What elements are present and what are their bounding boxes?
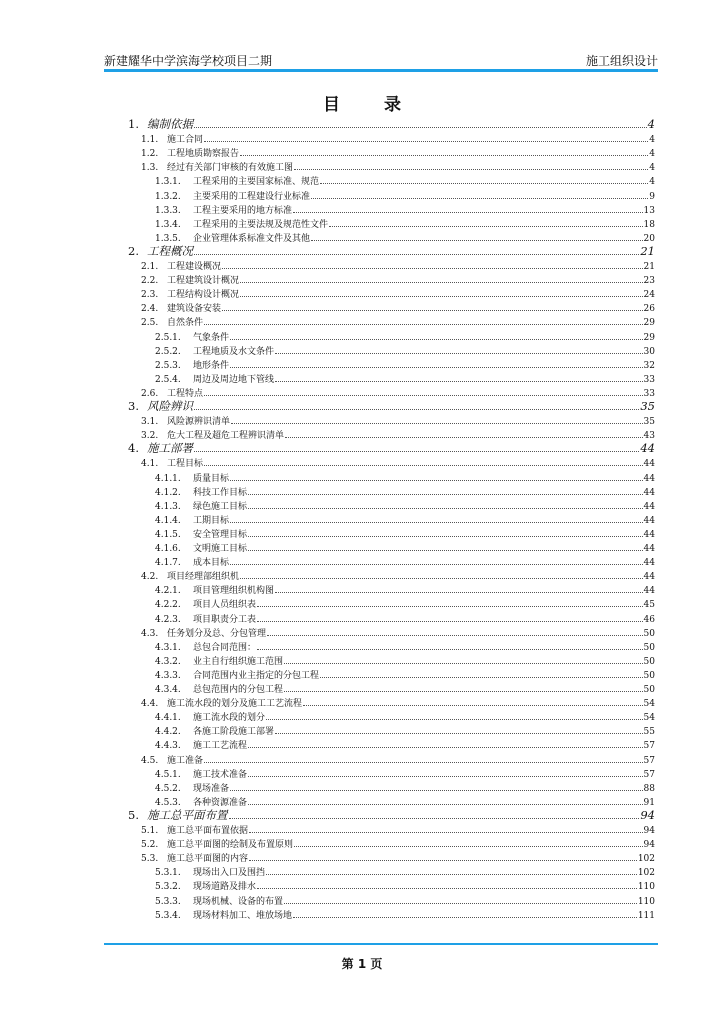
toc-entry-title: 合同范围内业主指定的分包工程 bbox=[193, 670, 320, 681]
dot-leader bbox=[240, 287, 643, 297]
page-header bbox=[104, 52, 658, 68]
toc-entry[interactable] bbox=[141, 626, 655, 641]
toc-entry-number: 4.2.3. bbox=[155, 614, 181, 625]
toc-entry-title: 施工流水段的划分 bbox=[193, 713, 266, 724]
toc-entry-page: 54 bbox=[643, 713, 655, 724]
toc-entry[interactable] bbox=[155, 894, 655, 909]
toc-entry-title: 工程建设概况 bbox=[167, 262, 222, 272]
toc-entry-title: 总包范围内的分包工程 bbox=[193, 685, 284, 695]
toc-entry-number: 4. bbox=[128, 441, 139, 456]
toc-entry-title: 工程结构设计概况 bbox=[167, 290, 240, 301]
dot-leader bbox=[275, 344, 643, 354]
toc-entry-number: 4.4.1. bbox=[155, 713, 181, 724]
toc-entry-page: 102 bbox=[637, 868, 655, 879]
toc-entry-page: 44 bbox=[643, 572, 655, 583]
toc-entry-title: 风险辨识 bbox=[147, 399, 193, 413]
toc-entry[interactable] bbox=[128, 442, 655, 455]
dot-leader bbox=[294, 837, 643, 847]
dot-leader bbox=[230, 471, 643, 481]
toc-entry[interactable] bbox=[141, 259, 655, 274]
toc-entry[interactable] bbox=[155, 738, 655, 753]
toc-entry-page: 50 bbox=[643, 670, 655, 681]
toc-entry-page: 18 bbox=[643, 219, 655, 230]
dot-leader bbox=[257, 597, 643, 607]
toc-entry-page: 29 bbox=[643, 318, 655, 329]
toc-entry-title: 工期目标 bbox=[193, 515, 230, 526]
toc-entry-number: 1.1. bbox=[141, 135, 159, 146]
toc-entry-title: 任务划分及总、分包管理 bbox=[167, 628, 267, 639]
toc-entry-title: 企业管理体系标准文件及其他 bbox=[193, 233, 311, 244]
toc-entry[interactable] bbox=[141, 386, 655, 401]
toc-entry-number: 4.3.4. bbox=[155, 685, 181, 695]
toc-entry-page: 24 bbox=[643, 290, 655, 301]
toc-entry-page: 26 bbox=[643, 304, 655, 315]
dot-leader bbox=[248, 485, 643, 495]
toc-entry-number: 5.2. bbox=[141, 840, 159, 851]
toc-entry-title: 安全管理目标 bbox=[193, 529, 248, 540]
toc-entry-title: 项目经理部组织机 bbox=[167, 572, 240, 583]
dot-leader bbox=[311, 231, 643, 241]
dot-leader bbox=[267, 626, 643, 636]
toc-entry-number: 3. bbox=[128, 399, 139, 413]
toc-entry-page: 54 bbox=[643, 699, 655, 710]
toc-entry-title: 项目职责分工表 bbox=[193, 614, 257, 625]
toc-entry-title: 施工总平面图的绘制及布置原则 bbox=[167, 840, 294, 851]
dot-leader bbox=[204, 132, 648, 142]
toc-entry[interactable] bbox=[155, 513, 655, 528]
toc-entry[interactable] bbox=[155, 189, 655, 204]
toc-entry-title: 施工准备 bbox=[167, 755, 204, 766]
toc-entry-title: 成本目标 bbox=[193, 558, 230, 569]
dot-leader bbox=[230, 330, 643, 340]
toc-entry[interactable] bbox=[141, 414, 655, 429]
dot-leader bbox=[275, 583, 643, 593]
dot-leader bbox=[248, 767, 643, 777]
toc-entry-number: 2.5.4. bbox=[155, 374, 181, 385]
toc-entry-page: 94 bbox=[640, 807, 655, 822]
toc-entry-number: 3.1. bbox=[141, 417, 159, 428]
dot-leader bbox=[285, 428, 643, 438]
toc-entry-title: 工程地质勘察报告 bbox=[167, 149, 240, 160]
toc-entry-page: 44 bbox=[643, 487, 655, 498]
toc-entry-title: 施工合同 bbox=[167, 135, 204, 146]
toc-entry[interactable] bbox=[128, 400, 655, 413]
toc-entry-title: 项目人员组织表 bbox=[193, 600, 257, 611]
toc-entry-page: 4 bbox=[649, 149, 655, 160]
toc-entry[interactable] bbox=[155, 583, 655, 598]
toc-entry[interactable] bbox=[155, 654, 655, 669]
toc-entry-number: 1.2. bbox=[141, 149, 159, 160]
dot-leader bbox=[320, 668, 643, 678]
toc-entry-title: 施工工艺流程 bbox=[193, 741, 248, 752]
toc-entry[interactable] bbox=[155, 640, 655, 655]
toc-entry-number: 4.1.3. bbox=[155, 501, 181, 512]
toc-entry-page: 44 bbox=[643, 459, 655, 470]
toc-entry-page: 44 bbox=[643, 558, 655, 569]
dot-leader bbox=[230, 358, 643, 368]
dot-leader bbox=[240, 273, 643, 283]
toc-entry[interactable] bbox=[141, 132, 655, 147]
toc-entry-page: 43 bbox=[643, 431, 655, 442]
dot-leader bbox=[311, 189, 648, 199]
toc-entry-title: 工程建筑设计概况 bbox=[167, 276, 240, 287]
toc-entry-title: 施工技术准备 bbox=[193, 769, 248, 780]
toc-entry-number: 4.5.2. bbox=[155, 783, 181, 794]
toc-entry[interactable] bbox=[141, 301, 655, 316]
toc-entry-number: 4.1.1. bbox=[155, 473, 181, 484]
toc-entry[interactable] bbox=[128, 245, 655, 258]
dot-leader bbox=[229, 809, 640, 819]
toc-entry-page: 13 bbox=[643, 205, 655, 216]
toc-entry-number: 4.1.7. bbox=[155, 558, 181, 569]
toc-entry-page: 55 bbox=[643, 727, 655, 738]
toc-entry[interactable] bbox=[141, 287, 655, 302]
toc-entry-title: 工程特点 bbox=[167, 388, 204, 399]
toc-entry-title: 施工总平面布置依据 bbox=[167, 826, 249, 836]
toc-entry[interactable] bbox=[155, 203, 655, 218]
toc-entry-number: 4.4.2. bbox=[155, 727, 181, 738]
header-document-title: 施工组织设计 bbox=[585, 54, 658, 68]
dot-leader bbox=[222, 259, 643, 269]
footer-divider bbox=[104, 943, 658, 945]
toc-entry-number: 4.5.3. bbox=[155, 797, 181, 808]
toc-entry-title: 工程采用的主要国家标准、规范 bbox=[193, 177, 320, 188]
toc-entry-page: 44 bbox=[643, 501, 655, 512]
toc-entry-page: 57 bbox=[643, 769, 655, 780]
toc-entry-title: 周边及周边地下管线 bbox=[193, 374, 275, 385]
dot-leader bbox=[266, 865, 637, 875]
toc-entry-number: 2.5. bbox=[141, 318, 159, 329]
toc-entry-number: 1.3.5. bbox=[155, 233, 181, 244]
toc-entry-number: 4.2.1. bbox=[155, 586, 181, 597]
toc-title-char-1: 目 bbox=[323, 95, 340, 115]
toc-entry[interactable] bbox=[155, 372, 655, 387]
toc-entry[interactable] bbox=[141, 823, 655, 838]
page-number: 第 1 页 bbox=[341, 957, 383, 971]
toc-entry-number: 1.3.3. bbox=[155, 205, 181, 216]
toc-entry[interactable] bbox=[155, 668, 655, 683]
toc-entry[interactable] bbox=[155, 217, 655, 232]
toc-entry[interactable] bbox=[155, 795, 655, 810]
dot-leader bbox=[248, 738, 643, 748]
toc-entry-page: 21 bbox=[640, 243, 655, 258]
toc-entry-page: 50 bbox=[643, 685, 655, 695]
toc-entry-page: 20 bbox=[643, 233, 655, 244]
toc-entry-page: 35 bbox=[640, 399, 655, 413]
toc-entry-page: 44 bbox=[643, 586, 655, 597]
toc-entry[interactable] bbox=[155, 724, 655, 739]
toc-entry[interactable] bbox=[155, 471, 655, 486]
toc-entry-number: 4.1. bbox=[141, 459, 159, 470]
dot-leader bbox=[275, 372, 643, 382]
toc-entry[interactable] bbox=[155, 597, 655, 612]
toc-entry-title: 总包合同范围： bbox=[193, 642, 257, 653]
dot-leader bbox=[248, 795, 643, 805]
toc-entry-title: 施工部署 bbox=[147, 441, 193, 456]
toc-entry-title: 现场出入口及围挡 bbox=[193, 868, 266, 879]
toc-entry[interactable] bbox=[155, 879, 655, 894]
toc-entry-number: 4.1.2. bbox=[155, 487, 181, 498]
toc-entry[interactable] bbox=[155, 174, 655, 189]
toc-entry-number: 2.3. bbox=[141, 290, 159, 301]
toc-entry-title: 主要采用的工程建设行业标准 bbox=[193, 191, 311, 202]
dot-leader bbox=[294, 160, 648, 170]
toc-entry-number: 4.2.2. bbox=[155, 600, 181, 611]
toc-entry-page: 32 bbox=[643, 360, 655, 371]
toc-entry-title: 工程采用的主要法规及规范性文件 bbox=[193, 219, 329, 230]
dot-leader bbox=[230, 555, 643, 565]
toc-entry[interactable] bbox=[155, 541, 655, 556]
toc-title bbox=[0, 90, 724, 115]
dot-leader bbox=[320, 174, 648, 184]
toc-entry-title: 绿色施工目标 bbox=[193, 501, 248, 512]
toc-entry-title: 自然条件 bbox=[167, 318, 204, 329]
dot-leader bbox=[204, 386, 643, 396]
toc-entry-number: 4.1.6. bbox=[155, 544, 181, 554]
toc-entry-page: 50 bbox=[643, 642, 655, 653]
dot-leader bbox=[257, 640, 643, 650]
dot-leader bbox=[204, 315, 643, 325]
toc-entry-page: 110 bbox=[637, 882, 655, 893]
toc-entry-page: 46 bbox=[643, 614, 655, 625]
toc-entry-page: 4 bbox=[649, 163, 655, 174]
toc-title-char-2: 录 bbox=[384, 95, 401, 115]
dot-leader bbox=[230, 513, 643, 523]
toc-entry-title: 业主自行组织施工范围 bbox=[193, 656, 284, 667]
toc-entry-page: 111 bbox=[637, 910, 655, 921]
toc-entry-page: 9 bbox=[649, 191, 655, 202]
toc-entry-page: 21 bbox=[643, 262, 655, 272]
toc-entry-number: 2.5.3. bbox=[155, 360, 181, 371]
toc-entry-title: 工程目标 bbox=[167, 459, 204, 470]
dot-leader bbox=[248, 527, 643, 537]
dot-leader bbox=[275, 724, 643, 734]
toc-entry-page: 35 bbox=[643, 417, 655, 428]
toc-entry-title: 工程地质及水文条件 bbox=[193, 346, 275, 357]
dot-leader bbox=[249, 823, 643, 833]
toc-entry-page: 44 bbox=[643, 529, 655, 540]
toc-entry-title: 质量目标 bbox=[193, 473, 230, 484]
toc-entry-number: 4.4.3. bbox=[155, 741, 181, 752]
toc-entry-title: 施工流水段的划分及施工工艺流程 bbox=[167, 699, 303, 710]
header-divider bbox=[104, 69, 658, 72]
toc-entry-number: 2.6. bbox=[141, 388, 159, 399]
toc-entry-page: 4 bbox=[649, 177, 655, 188]
dot-leader bbox=[240, 146, 648, 156]
toc-entry-page: 50 bbox=[643, 628, 655, 639]
toc-entry-page: 88 bbox=[643, 783, 655, 794]
toc-entry[interactable] bbox=[155, 344, 655, 359]
toc-entry-title: 现场材料加工、堆放场地 bbox=[193, 910, 293, 921]
toc-entry-number: 1.3. bbox=[141, 163, 159, 174]
toc-entry[interactable] bbox=[141, 753, 655, 768]
dot-leader bbox=[293, 203, 643, 213]
dot-leader bbox=[248, 499, 643, 509]
toc-entry-title: 危大工程及超危工程辨识清单 bbox=[167, 431, 285, 442]
toc-entry-title: 文明施工目标 bbox=[193, 544, 248, 554]
toc-entry-page: 33 bbox=[643, 388, 655, 399]
toc-entry-number: 4.3.2. bbox=[155, 656, 181, 667]
dot-leader bbox=[257, 612, 643, 622]
toc-entry[interactable] bbox=[155, 908, 655, 923]
toc-entry-number: 1.3.2. bbox=[155, 191, 181, 202]
toc-entry[interactable] bbox=[128, 118, 655, 131]
toc-entry-page: 102 bbox=[637, 854, 655, 865]
toc-entry-number: 1. bbox=[128, 117, 139, 131]
toc-entry-page: 4 bbox=[647, 117, 655, 131]
toc-entry-title: 施工总平面布置 bbox=[147, 807, 228, 822]
toc-entry-number: 5.3.4. bbox=[155, 910, 181, 921]
toc-entry-number: 2. bbox=[128, 243, 139, 258]
toc-entry-page: 94 bbox=[643, 840, 655, 851]
toc-entry[interactable] bbox=[128, 809, 655, 822]
toc-entry[interactable] bbox=[141, 315, 655, 330]
toc-entry-page: 33 bbox=[643, 374, 655, 385]
dot-leader bbox=[284, 682, 643, 692]
toc-entry-number: 4.3.1. bbox=[155, 642, 181, 653]
toc-entry[interactable] bbox=[155, 781, 655, 796]
toc-entry-number: 4.3.3. bbox=[155, 670, 181, 681]
toc-entry[interactable] bbox=[155, 682, 655, 697]
dot-leader bbox=[204, 456, 643, 466]
toc-entry-number: 5.3.3. bbox=[155, 896, 181, 907]
dot-leader bbox=[194, 400, 639, 410]
toc-entry-number: 2.5.2. bbox=[155, 346, 181, 357]
toc-entry-title: 各种资源准备 bbox=[193, 797, 248, 808]
toc-entry-number: 5.1. bbox=[141, 826, 159, 836]
toc-entry-number: 2.5.1. bbox=[155, 332, 181, 343]
toc-entry[interactable] bbox=[141, 569, 655, 584]
dot-leader bbox=[293, 908, 637, 918]
dot-leader bbox=[266, 710, 643, 720]
toc-entry-page: 44 bbox=[643, 544, 655, 554]
toc-entry[interactable] bbox=[155, 865, 655, 880]
toc-entry-page: 23 bbox=[643, 276, 655, 287]
dot-leader bbox=[284, 654, 643, 664]
dot-leader bbox=[284, 894, 637, 904]
toc-entry[interactable] bbox=[155, 710, 655, 725]
toc-entry-title: 工程主要采用的地方标准 bbox=[193, 205, 293, 216]
toc-entry-number: 4.5. bbox=[141, 755, 159, 766]
toc-entry[interactable] bbox=[155, 231, 655, 246]
toc-entry-title: 现场道路及排水 bbox=[193, 882, 257, 893]
toc-entry-number: 5.3.1. bbox=[155, 868, 181, 879]
header-project-title: 新建耀华中学滨海学校项目二期 bbox=[104, 54, 273, 68]
toc-entry-number: 1.3.1. bbox=[155, 177, 181, 188]
toc-entry-title: 科技工作目标 bbox=[193, 487, 248, 498]
toc-entry-title: 现场准备 bbox=[193, 783, 230, 794]
toc-entry-page: 91 bbox=[643, 797, 655, 808]
toc-entry-title: 工程概况 bbox=[147, 243, 193, 258]
toc-entry-number: 5.3.2. bbox=[155, 882, 181, 893]
toc-entry-page: 57 bbox=[643, 741, 655, 752]
toc-entry-title: 现场机械、设备的布置 bbox=[193, 896, 284, 907]
toc-entry-title: 气象条件 bbox=[193, 332, 230, 343]
toc-entry[interactable] bbox=[155, 485, 655, 500]
toc-entry[interactable] bbox=[141, 428, 655, 443]
toc-entry-number: 1.3.4. bbox=[155, 219, 181, 230]
toc-entry[interactable] bbox=[155, 358, 655, 373]
toc-entry-number: 4.1.4. bbox=[155, 515, 181, 526]
toc-entry[interactable] bbox=[141, 146, 655, 161]
toc-entry-page: 45 bbox=[643, 600, 655, 611]
dot-leader bbox=[257, 879, 637, 889]
dot-leader bbox=[194, 442, 639, 452]
toc-entry-page: 94 bbox=[643, 826, 655, 836]
toc-entry-number: 2.1. bbox=[141, 262, 159, 272]
toc-entry-title: 经过有关部门审核的有效施工图 bbox=[167, 163, 294, 174]
toc-entry-page: 44 bbox=[640, 441, 655, 456]
dot-leader bbox=[194, 245, 639, 255]
toc-entry[interactable] bbox=[155, 330, 655, 345]
toc-entry[interactable] bbox=[141, 160, 655, 175]
toc-entry-title: 编制依据 bbox=[147, 117, 193, 131]
dot-leader bbox=[231, 414, 643, 424]
dot-leader bbox=[248, 541, 643, 551]
toc-entry-title: 项目管理组织机构图 bbox=[193, 586, 275, 597]
toc-entry-page: 44 bbox=[643, 473, 655, 484]
toc-entry-number: 4.5.1. bbox=[155, 769, 181, 780]
toc-entry[interactable] bbox=[155, 527, 655, 542]
dot-leader bbox=[204, 753, 643, 763]
dot-leader bbox=[222, 301, 643, 311]
toc-entry-number: 4.2. bbox=[141, 572, 159, 583]
toc-entry[interactable] bbox=[141, 851, 655, 866]
toc-entry-page: 4 bbox=[649, 135, 655, 146]
toc-entry-number: 2.2. bbox=[141, 276, 159, 287]
toc-entry-number: 5. bbox=[128, 807, 139, 822]
toc-entry-number: 5.3. bbox=[141, 854, 159, 865]
toc-entry[interactable] bbox=[155, 499, 655, 514]
toc-entry[interactable] bbox=[141, 456, 655, 471]
toc-entry-page: 57 bbox=[643, 755, 655, 766]
toc-entry-title: 地形条件 bbox=[193, 360, 230, 371]
toc-entry-page: 29 bbox=[643, 332, 655, 343]
toc-entry-page: 50 bbox=[643, 656, 655, 667]
toc-entry-page: 30 bbox=[643, 346, 655, 357]
toc-entry[interactable] bbox=[155, 767, 655, 782]
toc-entry[interactable] bbox=[141, 696, 655, 711]
dot-leader bbox=[303, 696, 643, 706]
toc-entry-title: 风险源辨识清单 bbox=[167, 417, 231, 428]
toc-entry-number: 2.4. bbox=[141, 304, 159, 315]
toc-entry[interactable] bbox=[141, 837, 655, 852]
toc-entry-title: 建筑设备安装 bbox=[167, 304, 222, 315]
dot-leader bbox=[230, 781, 643, 791]
toc-entry[interactable] bbox=[155, 555, 655, 570]
toc-entry-number: 4.4. bbox=[141, 699, 159, 710]
toc-entry-title: 各施工阶段施工部署 bbox=[193, 727, 275, 738]
dot-leader bbox=[240, 569, 643, 579]
dot-leader bbox=[249, 851, 637, 861]
dot-leader bbox=[329, 217, 643, 227]
toc-entry[interactable] bbox=[141, 273, 655, 288]
toc-entry-page: 44 bbox=[643, 515, 655, 526]
toc-entry-number: 4.1.5. bbox=[155, 529, 181, 540]
toc-entry-number: 4.3. bbox=[141, 628, 159, 639]
toc-entry[interactable] bbox=[155, 612, 655, 627]
toc-entry-number: 3.2. bbox=[141, 431, 159, 442]
dot-leader bbox=[194, 118, 647, 128]
toc-entry-page: 110 bbox=[637, 896, 655, 907]
toc-entry-title: 施工总平面图的内容 bbox=[167, 854, 249, 865]
